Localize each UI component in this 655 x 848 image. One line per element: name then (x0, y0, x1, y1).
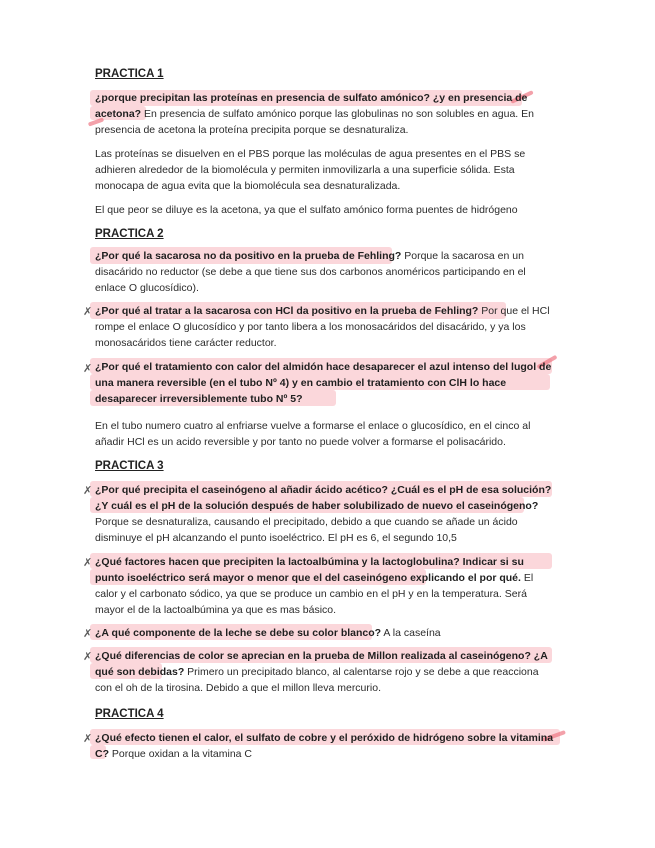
question-block (95, 248, 555, 296)
paragraph: Las proteínas se disuelven en el PBS porque las moléculas de agua presentes en el PBS se adhieren alrededor de la biomolécula y permiten inmovilizarla a una superficie sólida. Esta monocapa de agua evita que la biomolécula sea desnaturalizada. (95, 148, 526, 192)
question-text: ¿Qué efecto tienen el calor, el sulfato de cobre y el peróxido de hidrógeno sobre la vitamina C? (95, 732, 554, 760)
question-text: ¿Qué diferencias de color se aprecian en la prueba de Millon realizada al caseinógeno? ¿A qué son debidas? (95, 650, 548, 678)
question-text: ¿Por qué la sacarosa no da positivo en la prueba de Fehling? (95, 250, 402, 262)
answer-text: A la caseína (381, 627, 441, 639)
handwritten-x-icon: ✗ (83, 627, 93, 640)
question-block (95, 90, 555, 138)
section-heading: PRACTICA 2 (95, 228, 164, 240)
handwritten-x-icon: ✗ (83, 484, 93, 497)
question-block (95, 625, 555, 641)
question-text: ¿Qué factores hacen que precipiten la lactoalbúmina y la lactoglobulina? Indicar si su punto isoeléctrico será mayor o menor que el del caseinógeno explicando el por qué. (95, 556, 524, 584)
answer-text: En presencia de sulfato amónico porque las globulinas no son solubles en agua. En presencia de acetona la proteína precipita porque se desnaturaliza. (95, 108, 534, 136)
question-text: ¿porque precipitan las proteínas en presencia de sulfato amónico? ¿y en presencia de acetona? (95, 92, 528, 120)
paragraph: El que peor se diluye es la acetona, ya que el sulfato amónico forma puentes de hidrógeno (95, 204, 518, 216)
question-text: ¿Por qué precipita el caseinógeno al añadir ácido acético? ¿Cuál es el pH de esa solución? ¿Y cuál es el pH de la solución después de haber solubilizado de nuevo el caseinógeno? (95, 484, 552, 512)
question-block (95, 554, 555, 618)
answer-text: Porque oxidan a la vitamina C (109, 748, 252, 760)
handwritten-x-icon: ✗ (83, 305, 93, 318)
section-heading: PRACTICA 4 (95, 708, 164, 720)
question-block (95, 730, 555, 762)
section-heading: PRACTICA 1 (95, 68, 164, 80)
question-text: ¿Por qué al tratar a la sacarosa con HCl da positivo en la prueba de Fehling? (95, 305, 479, 317)
handwritten-x-icon: ✗ (83, 556, 93, 569)
answer-text: El calor y el carbonato sódico, ya que se produce un cambio en el pH y en la temperatura. Será mayor el de la lactoalbúmina ya que es mas básico. (95, 572, 534, 616)
answer-text: Primero un precipitado blanco, al calentarse rojo y se debe a que reacciona con el oh de la tirosina. Debido a que el millon lleva mercurio. (95, 666, 539, 694)
handwritten-x-icon: ✗ (83, 362, 93, 375)
section-heading: PRACTICA 3 (95, 460, 164, 472)
question-text: ¿Por qué el tratamiento con calor del almidón hace desaparecer el azul intenso del lugol de una manera reversible (en el tubo Nº 4) y en cambio el tratamiento con ClH lo hace desaparecer irreversiblemente tubo Nº 5? (95, 361, 552, 405)
question-block (95, 359, 555, 407)
paragraph: En el tubo numero cuatro al enfriarse vuelve a formarse el enlace o glucosídico, en el cinco al añadir HCl es un acido reversible y por tanto no puede volver a formarse el polisacárido. (95, 420, 531, 448)
answer-text: Por que el HCl rompe el enlace O glucosídico y por tanto libera a los monosacáridos del disacárido, y ya los monosacáridos tiene carácter reductor. (95, 305, 550, 349)
handwritten-x-icon: ✗ (83, 650, 93, 663)
question-block (95, 303, 555, 351)
question-block (95, 482, 555, 546)
question-text: ¿A qué componente de la leche se debe su color blanco? (95, 627, 382, 639)
question-block (95, 648, 555, 696)
answer-text: Porque se desnaturaliza, causando el precipitado, debido a que cuando se añade un ácido disminuye el pH alcanzando el punto isoeléctrico. El pH es 6, el segundo 10,5 (95, 516, 518, 544)
answer-text: Porque la sacarosa en un disacárido no reductor (se debe a que tiene sus dos carbonos anoméricos participando en el enlace O glucosídico). (95, 250, 526, 294)
handwritten-x-icon: ✗ (83, 732, 93, 745)
